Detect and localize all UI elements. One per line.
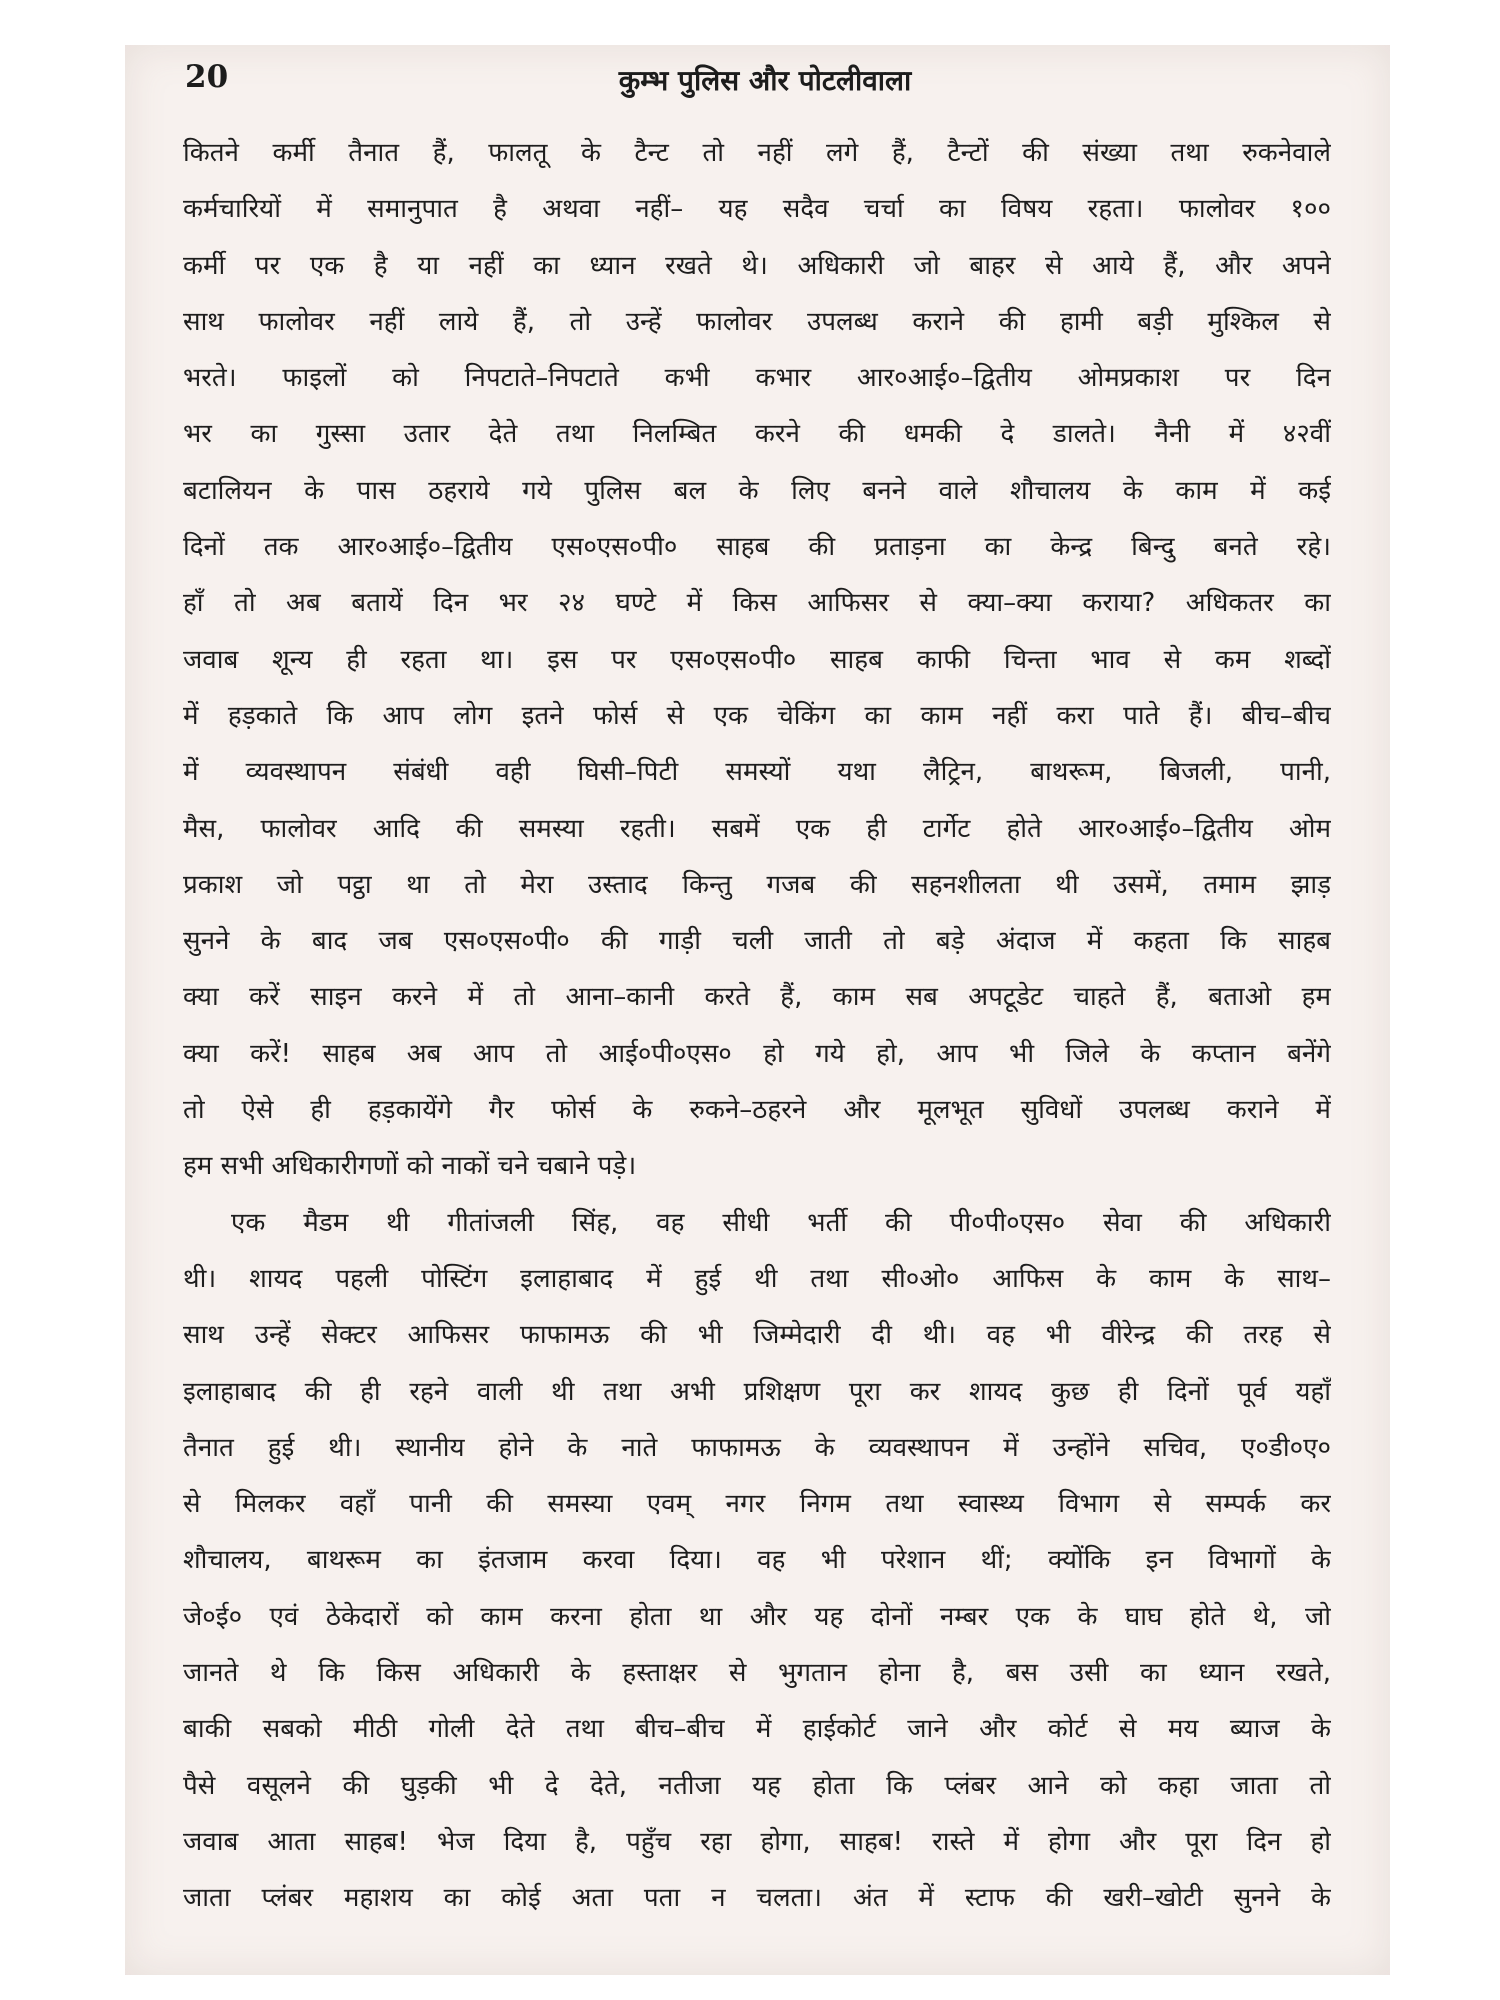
text-line: भर का गुस्सा उतार देते तथा निलम्बित करने की धमकी दे डालते। नैनी में ४२वीं <box>183 419 1331 450</box>
text-line: जवाब आता साहब! भेज दिया है, पहुँच रहा होगा, साहब! रास्ते में होगा और पूरा दिन हो <box>183 1826 1331 1857</box>
text-line: सुनने के बाद जब एस०एस०पी० की गाड़ी चली जाती तो बड़े अंदाज में कहता कि साहब <box>183 926 1331 957</box>
book-page <box>125 45 1390 1975</box>
text-line: तो ऐसे ही हड़कायेंगे गैर फोर्स के रुकने–ठहरने और मूलभूत सुविधों उपलब्ध कराने में <box>183 1095 1331 1126</box>
paragraph <box>183 1195 1331 1927</box>
text-line: जानते थे कि किस अधिकारी के हस्ताक्षर से भुगतान होना है, बस उसी का ध्यान रखते, <box>183 1658 1331 1689</box>
running-title: कुम्भ पुलिस और पोटलीवाला <box>618 64 912 97</box>
text-line: क्या करें साइन करने में तो आना–कानी करते हैं, काम सब अपटूडेट चाहते हैं, बताओ हम <box>183 982 1331 1013</box>
text-line: साथ फालोवर नहीं लाये हैं, तो उन्हें फालोवर उपलब्ध कराने की हामी बड़ी मुश्किल से <box>183 306 1331 337</box>
text-line: इलाहाबाद की ही रहने वाली थी तथा अभी प्रशिक्षण पूरा कर शायद कुछ ही दिनों पूर्व यहाँ <box>183 1376 1331 1407</box>
text-line: बटालियन के पास ठहराये गये पुलिस बल के लिए बनने वाले शौचालय के काम में कई <box>183 475 1331 506</box>
text-line: पैसे वसूलने की घुड़की भी दे देते, नतीजा यह होता कि प्लंबर आने को कहा जाता तो <box>183 1770 1331 1801</box>
text-line: शौचालय, बाथरूम का इंतजाम करवा दिया। वह भी परेशान थीं; क्योंकि इन विभागों के <box>183 1545 1331 1576</box>
text-line: जाता प्लंबर महाशय का कोई अता पता न चलता। अंत में स्टाफ की खरी–खोटी सुनने के <box>183 1883 1331 1914</box>
text-line: प्रकाश जो पट्ठा था तो मेरा उस्ताद किन्तु गजब की सहनशीलता थी उसमें, तमाम झाड़ <box>183 869 1331 900</box>
text-line: जवाब शून्य ही रहता था। इस पर एस०एस०पी० साहब काफी चिन्ता भाव से कम शब्दों <box>183 644 1331 675</box>
text-line: एक मैडम थी गीतांजली सिंह, वह सीधी भर्ती की पी०पी०एस० सेवा की अधिकारी <box>231 1207 1331 1238</box>
text-line: कर्मी पर एक है या नहीं का ध्यान रखते थे। अधिकारी जो बाहर से आये हैं, और अपने <box>183 250 1331 281</box>
text-line: भरते। फाइलों को निपटाते–निपटाते कभी कभार आर०आई०–द्वितीय ओमप्रकाश पर दिन <box>183 363 1331 394</box>
text-line: थी। शायद पहली पोस्टिंग इलाहाबाद में हुई थी तथा सी०ओ० आफिस के काम के साथ– <box>183 1263 1331 1294</box>
page-header <box>185 59 1345 115</box>
text-line: से मिलकर वहाँ पानी की समस्या एवम् नगर निगम तथा स्वास्थ्य विभाग से सम्पर्क कर <box>183 1489 1331 1520</box>
text-line: में व्यवस्थापन संबंधी वही घिसी–पिटी समस्यों यथा लैट्रिन, बाथरूम, बिजली, पानी, <box>183 757 1331 788</box>
text-line: कितने कर्मी तैनात हैं, फालतू के टैन्ट तो नहीं लगे हैं, टैन्टों की संख्या तथा रुकनेवाले <box>183 138 1331 168</box>
text-line: हम सभी अधिकारीगणों को नाकों चने चबाने पड़े। <box>183 1151 637 1182</box>
text-line: मैस, फालोवर आदि की समस्या रहती। सबमें एक ही टार्गेट होते आर०आई०–द्वितीय ओम <box>183 813 1331 844</box>
text-line: हाँ तो अब बतायें दिन भर २४ घण्टे में किस आफिसर से क्या–क्या कराया? अधिकतर का <box>183 588 1331 619</box>
paragraph <box>183 125 1331 1195</box>
body-text <box>183 125 1331 1927</box>
text-line: साथ उन्हें सेक्टर आफिसर फाफामऊ की भी जिम्मेदारी दी थी। वह भी वीरेन्द्र की तरह से <box>183 1320 1331 1351</box>
text-line: कर्मचारियों में समानुपात है अथवा नहीं– यह सदैव चर्चा का विषय रहता। फालोवर १०० <box>183 194 1331 225</box>
text-line: दिनों तक आर०आई०–द्वितीय एस०एस०पी० साहब की प्रताड़ना का केन्द्र बिन्दु बनते रहे। <box>183 532 1331 563</box>
text-line: बाकी सबको मीठी गोली देते तथा बीच–बीच में हाईकोर्ट जाने और कोर्ट से मय ब्याज के <box>183 1714 1331 1745</box>
text-line: में हड़काते कि आप लोग इतने फोर्स से एक चेकिंग का काम नहीं करा पाते हैं। बीच–बीच <box>183 700 1331 731</box>
text-line: जे०ई० एवं ठेकेदारों को काम करना होता था और यह दोनों नम्बर एक के घाघ होते थे, जो <box>183 1601 1331 1632</box>
text-line: तैनात हुई थी। स्थानीय होने के नाते फाफामऊ के व्यवस्थापन में उन्होंने सचिव, ए०डी०ए० <box>183 1432 1331 1463</box>
text-line: क्या करें! साहब अब आप तो आई०पी०एस० हो गये हो, आप भी जिले के कप्तान बनेंगे <box>183 1038 1331 1069</box>
page-number: 20 <box>185 59 229 95</box>
